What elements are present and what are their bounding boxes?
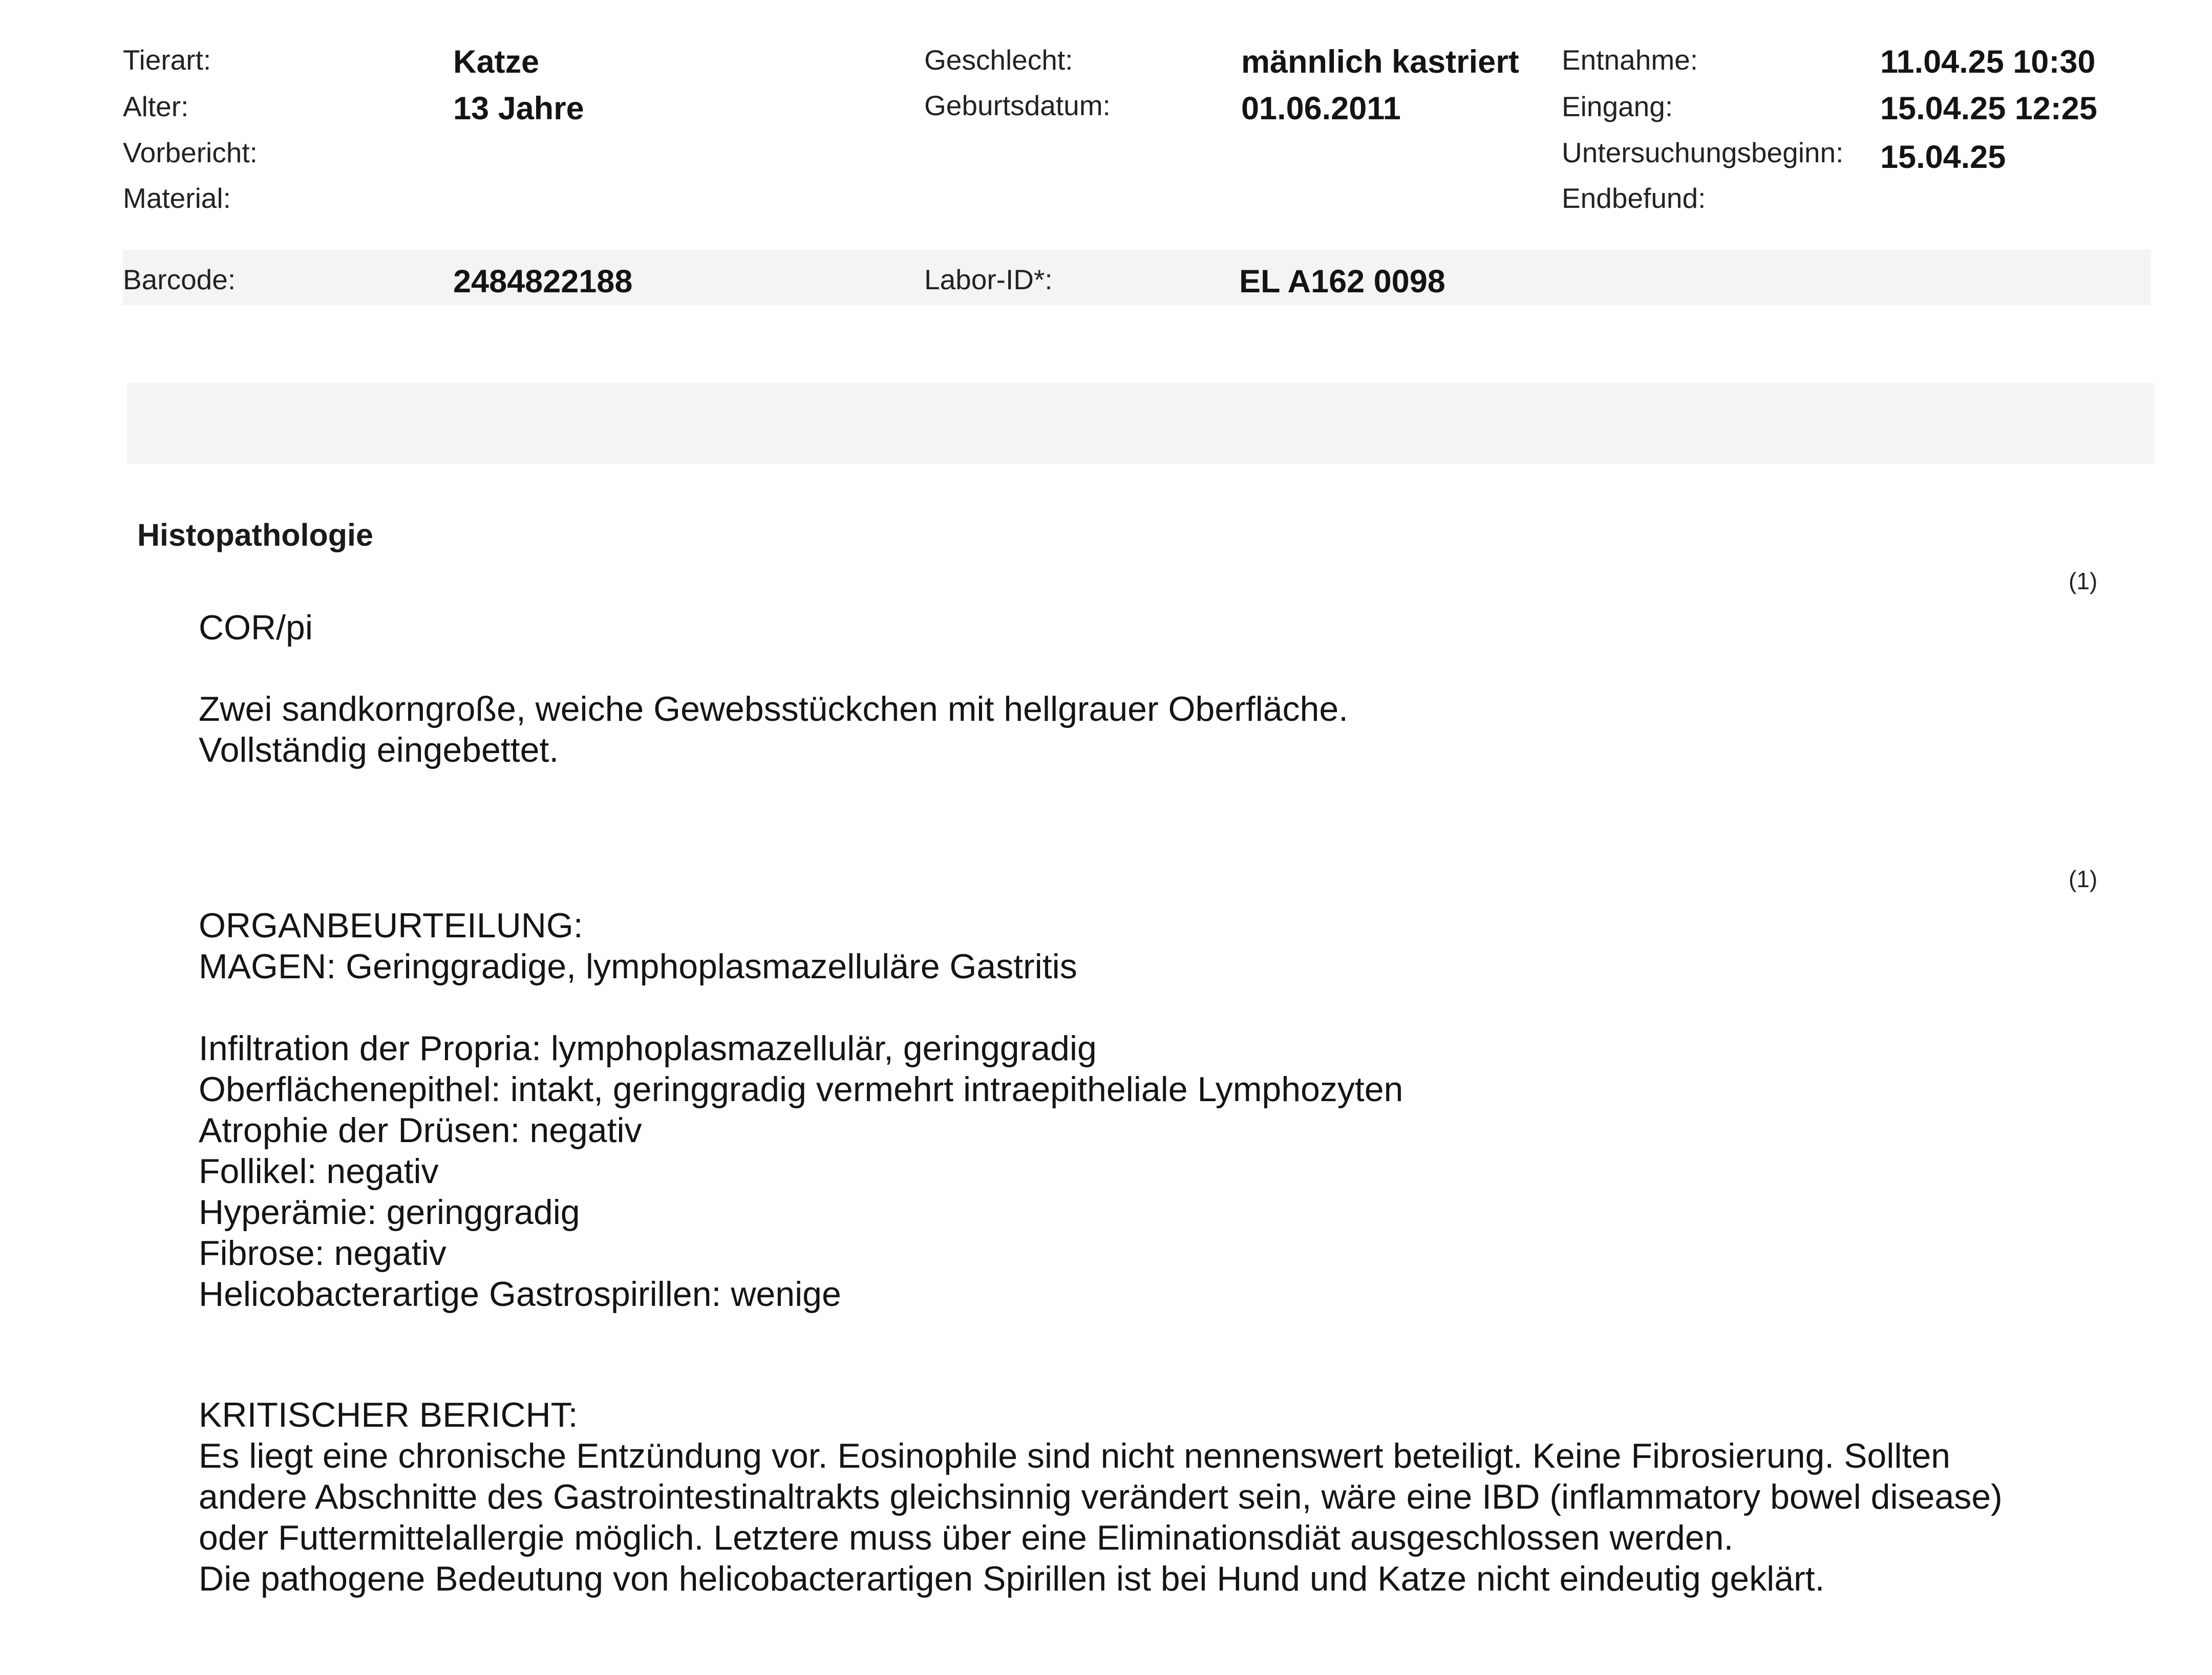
macroscopy-code-block: [199, 607, 313, 648]
critical-heading: KRITISCHER BERICHT:: [199, 1395, 578, 1434]
finding-line: Oberflächenepithel: intakt, geringgradig vermehrt intraepitheliale Lymphozyten: [199, 1070, 1403, 1109]
finding-line: Follikel: negativ: [199, 1152, 439, 1191]
critical-line: Die pathogene Bedeutung von helicobacterartigen Spirillen ist bei Hund und Katze nicht eindeutig geklärt.: [199, 1559, 1825, 1598]
empty-band: [127, 383, 2155, 464]
geburtsdatum-label: Geburtsdatum:: [924, 90, 1111, 121]
finding-line: Atrophie der Drüsen: negativ: [199, 1111, 642, 1150]
macroscopy-description: [199, 689, 1348, 770]
laborid-value: EL A162 0098: [1239, 264, 1445, 299]
organ-heading: ORGANBEURTEILUNG:: [199, 906, 583, 945]
organ-diagnosis: MAGEN: Geringgradige, lymphoplasmazelluläre Gastritis: [199, 947, 1077, 986]
reference-marker: (1): [2069, 866, 2098, 892]
vorbericht-label: Vorbericht:: [123, 137, 258, 168]
untersuchungsbeginn-label: Untersuchungsbeginn:: [1562, 137, 1844, 168]
eingang-value: 15.04.25 12:25: [1880, 91, 2097, 126]
finding-line: Helicobacterartige Gastrospirillen: wenige: [199, 1275, 841, 1314]
laborid-label: Labor-ID*:: [924, 264, 1053, 295]
barcode-band: [123, 250, 2151, 305]
geburtsdatum-value: 01.06.2011: [1241, 91, 1401, 126]
organ-findings: [199, 1028, 1403, 1315]
barcode-label: Barcode:: [123, 264, 236, 295]
critical-report: [199, 1394, 2003, 1599]
endbefund-label: Endbefund:: [1562, 182, 1706, 214]
macroscopy-line: Vollständig eingebettet.: [199, 731, 559, 769]
alter-value: 13 Jahre: [453, 91, 584, 126]
entnahme-value: 11.04.25 10:30: [1880, 44, 2096, 80]
finding-line: Fibrose: negativ: [199, 1234, 446, 1273]
macroscopy-line: Zwei sandkorngroße, weiche Gewebsstückchen mit hellgrauer Oberfläche.: [199, 690, 1349, 728]
reference-marker: (1): [2069, 568, 2098, 594]
critical-line: Es liegt eine chronische Entzündung vor. Eosinophile sind nicht nennenswert beteiligt. Keine Fibrosierung. Sollten: [199, 1436, 1950, 1475]
material-label: Material:: [123, 182, 231, 214]
eingang-label: Eingang:: [1562, 91, 1673, 122]
critical-line: oder Futtermittelallergie möglich. Letztere muss über eine Eliminationsdiät ausgeschlossen werden.: [199, 1518, 1734, 1557]
organ-assessment: [199, 905, 1077, 987]
critical-line: andere Abschnitte des Gastrointestinaltrakts gleichsinnig verändert sein, wäre eine IBD (inflammatory bowel disease): [199, 1477, 2003, 1516]
finding-line: Hyperämie: geringgradig: [199, 1193, 580, 1232]
geschlecht-value: männlich kastriert: [1241, 44, 1519, 80]
section-title: Histopathologie: [137, 518, 373, 552]
finding-line: Infiltration der Propria: lymphoplasmazellulär, geringgradig: [199, 1029, 1097, 1068]
alter-label: Alter:: [123, 91, 189, 122]
tierart-label: Tierart:: [123, 44, 211, 76]
macroscopy-code: COR/pi: [199, 608, 313, 647]
tierart-value: Katze: [453, 44, 540, 80]
barcode-value: 2484822188: [453, 264, 633, 299]
untersuchungsbeginn-value: 15.04.25: [1880, 139, 2006, 175]
geschlecht-label: Geschlecht:: [924, 44, 1073, 76]
entnahme-label: Entnahme:: [1562, 44, 1698, 76]
